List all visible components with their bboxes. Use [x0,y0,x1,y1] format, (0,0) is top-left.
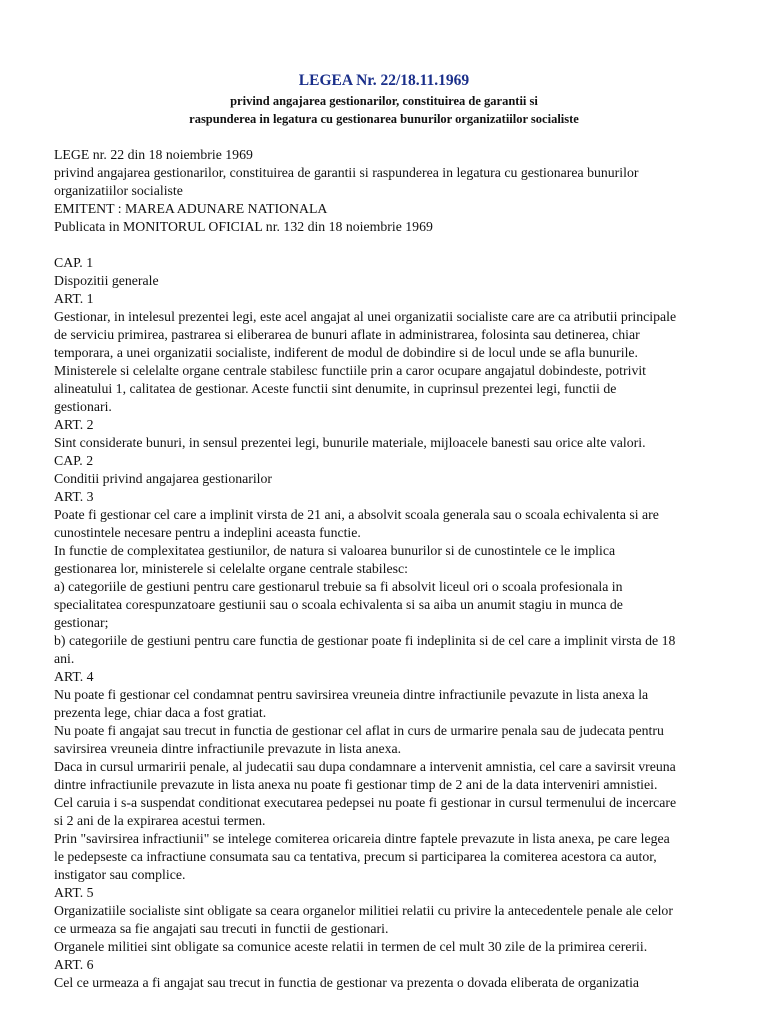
text-line: Gestionar, in intelesul prezentei legi, este acel angajat al unei organizatii socialiste care are ca atributii principale [54,309,677,324]
section-heading: ART. 4 [54,669,94,684]
text-line: dintre infractiunile prevazute in lista anexa nu poate fi gestionar timp de 2 ani de la data interveniri amnistiei. [54,777,658,792]
text-line: Poate fi gestionar cel care a implinit virsta de 21 ani, a absolvit scoala generala sau o scoala echivalenta si are [54,507,659,522]
intro-line: LEGE nr. 22 din 18 noiembrie 1969 [54,147,253,162]
text-line: Nu poate fi gestionar cel condamnat pentru savirsirea vreuneia dintre infractiunile pevazute in lista anexa la [54,687,649,702]
subtitle-line: raspunderea in legatura cu gestionarea bunurilor organizatiilor socialiste [189,112,579,126]
intro-line: privind angajarea gestionarilor, constituirea de garantii si raspunderea in legatura cu gestionarea bunurilor [54,165,639,180]
intro-block [54,146,738,236]
text-line: Conditii privind angajarea gestionarilor [54,471,273,486]
text-line: ce urmeaza sa fie angajati sau trecuti in functii de gestionari. [54,921,389,936]
law-title: LEGEA Nr. 22/18.11.1969 [298,72,470,89]
text-line: Dispozitii generale [54,273,159,288]
text-line: prezenta lege, chiar daca a fost gratiat. [54,705,267,720]
intro-line: Publicata in MONITORUL OFICIAL nr. 132 din 18 noiembrie 1969 [54,219,433,234]
section-heading: CAP. 2 [54,453,94,468]
text-line: cunostintele necesare pentru a indeplini aceasta functie. [54,525,361,540]
text-line: Prin "savirsirea infractiunii" se intelege comiterea oricareia dintre faptele prevazute in lista anexa, pe care legea [54,831,670,846]
text-line: b) categoriile de gestiuni pentru care functia de gestionar poate fi indeplinita si de cel care a implinit virsta de 18 [54,633,676,648]
intro-line: organizatiilor socialiste [54,183,183,198]
text-line: a) categoriile de gestiuni pentru care gestionarul trebuie sa fi absolvit liceul ori o scoala profesionala in [54,579,623,594]
text-line: le pedepseste ca infractiune consumata sau ca tentativa, precum si participarea la comiterea acestora ca autor, [54,849,657,864]
text-line: si 2 ani de la expirarea acestui termen. [54,813,266,828]
section-heading: CAP. 1 [54,255,94,270]
section-heading: ART. 2 [54,417,94,432]
text-line: specialitatea corespunzatoare gestiunii sau o scoala echivalenta si sa aiba un anumit stagiu in munca de [54,597,623,612]
text-line: Sint considerate bunuri, in sensul prezentei legi, bunurile materiale, mijloacele banesti sau orice alte valori. [54,435,646,450]
law-content [54,254,738,992]
text-line: Ministerele si celelalte organe centrale stabilesc functiile prin a caror ocupare angajatul dobindeste, potrivit [54,363,647,378]
text-line: Organizatiile socialiste sint obligate sa ceara organelor militiei relatii cu privire la antecedentele penale ale celor [54,903,673,918]
section-heading: ART. 5 [54,885,94,900]
section-heading: ART. 3 [54,489,94,504]
text-line: Cel caruia i s-a suspendat conditionat executarea pedepsei nu poate fi gestionar in cursul termenului de incercare [54,795,677,810]
text-line: Organele militiei sint obligate sa comunice aceste relatii in termen de cel mult 30 zile de la primirea cererii. [54,939,648,954]
text-line: alineatului 1, calitatea de gestionar. Aceste functii sint denumite, in cuprinsul prezentei legi, functii de [54,381,617,396]
text-line: de serviciu primirea, pastrarea si eliberarea de bunuri aflate in administrarea, folosinta sau detinerea, chiar [54,327,640,342]
text-line: Nu poate fi angajat sau trecut in functia de gestionar cel aflat in curs de urmarire penala sau de judecata pentru [54,723,664,738]
text-line: savirsirea vreuneia dintre infractiunile prevazute in lista anexa. [54,741,402,756]
section-heading: ART. 6 [54,957,94,972]
text-line: Daca in cursul urmaririi penale, al judecatii sau dupa condamnare a intervenit amnistia, cel care a savirsit vreuna [54,759,676,774]
text-line: temporara, a unei organizatii socialiste, indiferent de modul de dobindire si de locul unde se afla bunurile. [54,345,639,360]
document-body [54,146,738,992]
text-line: gestionari. [54,399,112,414]
subtitle-line: privind angajarea gestionarilor, constituirea de garantii si [230,94,538,108]
text-line: instigator sau complice. [54,867,186,882]
intro-line: EMITENT : MAREA ADUNARE NATIONALA [54,201,328,216]
section-heading: ART. 1 [54,291,94,306]
text-line: gestionarea lor, ministerele si celelalte organe centrale stabilesc: [54,561,408,576]
text-line: Cel ce urmeaza a fi angajat sau trecut in functia de gestionar va prezenta o dovada eliberata de organizatia [54,975,640,990]
text-line: In functie de complexitatea gestiunilor, de natura si valoarea bunurilor si de cunostintele ce le implica [54,543,616,558]
text-line: ani. [54,651,75,666]
text-line: gestionar; [54,615,109,630]
law-subtitle [0,92,768,128]
